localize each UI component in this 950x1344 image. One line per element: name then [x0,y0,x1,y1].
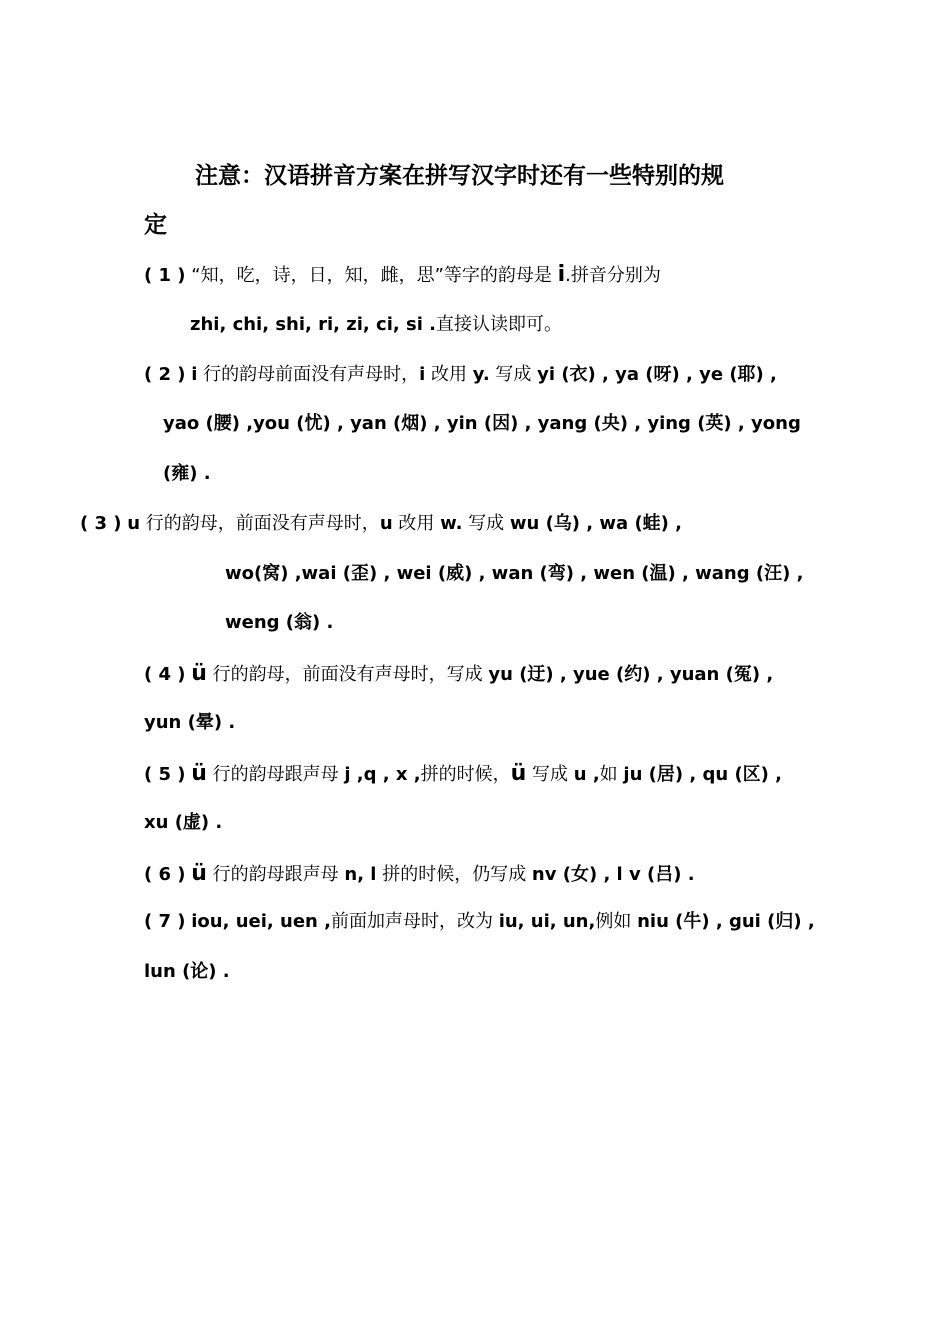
vowel-i: i [557,262,566,287]
examples: (雍) . [163,463,211,484]
vowel-u-umlaut: ü [191,861,207,886]
rule-text: 改用 [425,364,473,385]
rule-text: 改用 [392,513,441,534]
examples: yi (衣) , ya (呀) , ye (耶) , [537,364,777,385]
rule-3-line-3 [225,611,333,635]
examples: yao (腰) ,you (忧) , yan (烟) , yin (因) , yang (央) , ying (英) , yong [163,413,801,434]
letter: j ,q , x , [344,764,421,785]
examples: weng (翁) . [225,612,334,633]
rule-text: 例如 [595,911,638,932]
examples: ju (居) , qu (区) , [623,764,783,785]
rule-2-line-3 [163,462,211,486]
letter: iou, uei, uen , [191,911,331,932]
rule-text: 写成 [526,764,574,785]
rule-3-line-2 [225,562,803,586]
examples: yu (迂) , yue (约) , yuan (冤) , [488,664,774,685]
vowel-u-umlaut: ü [191,761,207,786]
examples: wo(窝) ,wai (歪) , wei (威) , wan (弯) , wen (温) , wang (汪) , [225,563,804,584]
rule-4-line-2 [144,711,235,735]
rule-text: .拼音分别为 [565,265,661,286]
rule-text: 行的韵母跟声母 [206,864,345,885]
rule-1-line-1 [144,263,661,288]
rule-5-line-1 [144,762,782,787]
rule-text: 前面加声母时，改为 [330,911,499,932]
rule-text: 行的韵母前面没有声母时， [197,364,420,385]
rule-2-line-1 [144,363,777,387]
rule-3-line-1 [80,512,682,536]
letter: w. [440,513,463,534]
rule-5-line-2 [144,811,222,835]
rule-7-line-2 [144,960,230,984]
letter: n, l [344,864,377,885]
vowel-u-umlaut: ü [510,761,527,786]
letter: iu, ui, un, [498,911,596,932]
rule-text: 写成 [489,364,538,385]
rule-number: ( 4 ) [144,664,186,685]
rule-4-line-1 [144,662,773,687]
examples: xu (虚) . [144,812,223,833]
rule-number: ( 6 ) [144,864,186,885]
rule-7-line-1 [144,910,815,934]
examples: niu (牛) , gui (归) , [637,911,815,932]
rule-text: “知，吃，诗，日，知，雌，思”等字的韵母是 [191,265,558,286]
letter: u [379,513,393,534]
examples: nv (女) , l v (吕) . [531,864,695,885]
rule-1-line-2 [190,313,562,337]
rule-number: ( 5 ) [144,764,186,785]
letter: i [191,364,198,385]
letter: u [127,513,141,534]
rule-text: 拼的时候， [420,764,511,785]
rule-2-line-2 [163,412,801,436]
rule-text: 行的韵母跟声母 [206,764,345,785]
rule-text: 行的韵母，前面没有声母时， [140,513,380,534]
rule-number: ( 1 ) [144,265,186,286]
examples: wu (乌) , wa (蛙) , [509,513,683,534]
rule-number: ( 3 ) [80,513,122,534]
letter: i [419,364,426,385]
pinyin-list: zhi, chi, shi, ri, zi, ci, si . [190,314,436,335]
rule-6-line-1 [144,862,695,887]
page-title: 注意：汉语拼音方案在拼写汉字时还有一些特别的规 [195,163,724,189]
rule-text: 写成 [462,513,510,534]
rule-number: ( 2 ) [144,364,186,385]
page-title-continued: 定 [144,212,167,238]
examples: yun (晕) . [144,712,236,733]
rule-text: 如 [599,764,624,785]
letter: y. [472,364,490,385]
rule-number: ( 7 ) [144,911,186,932]
rule-text: 行的韵母，前面没有声母时，写成 [206,664,489,685]
examples: lun (论) . [144,961,230,982]
rule-text: 拼的时候，仍写成 [376,864,532,885]
vowel-u-umlaut: ü [191,661,207,686]
letter: u , [573,764,600,785]
rule-text: 直接认读即可。 [435,314,562,335]
